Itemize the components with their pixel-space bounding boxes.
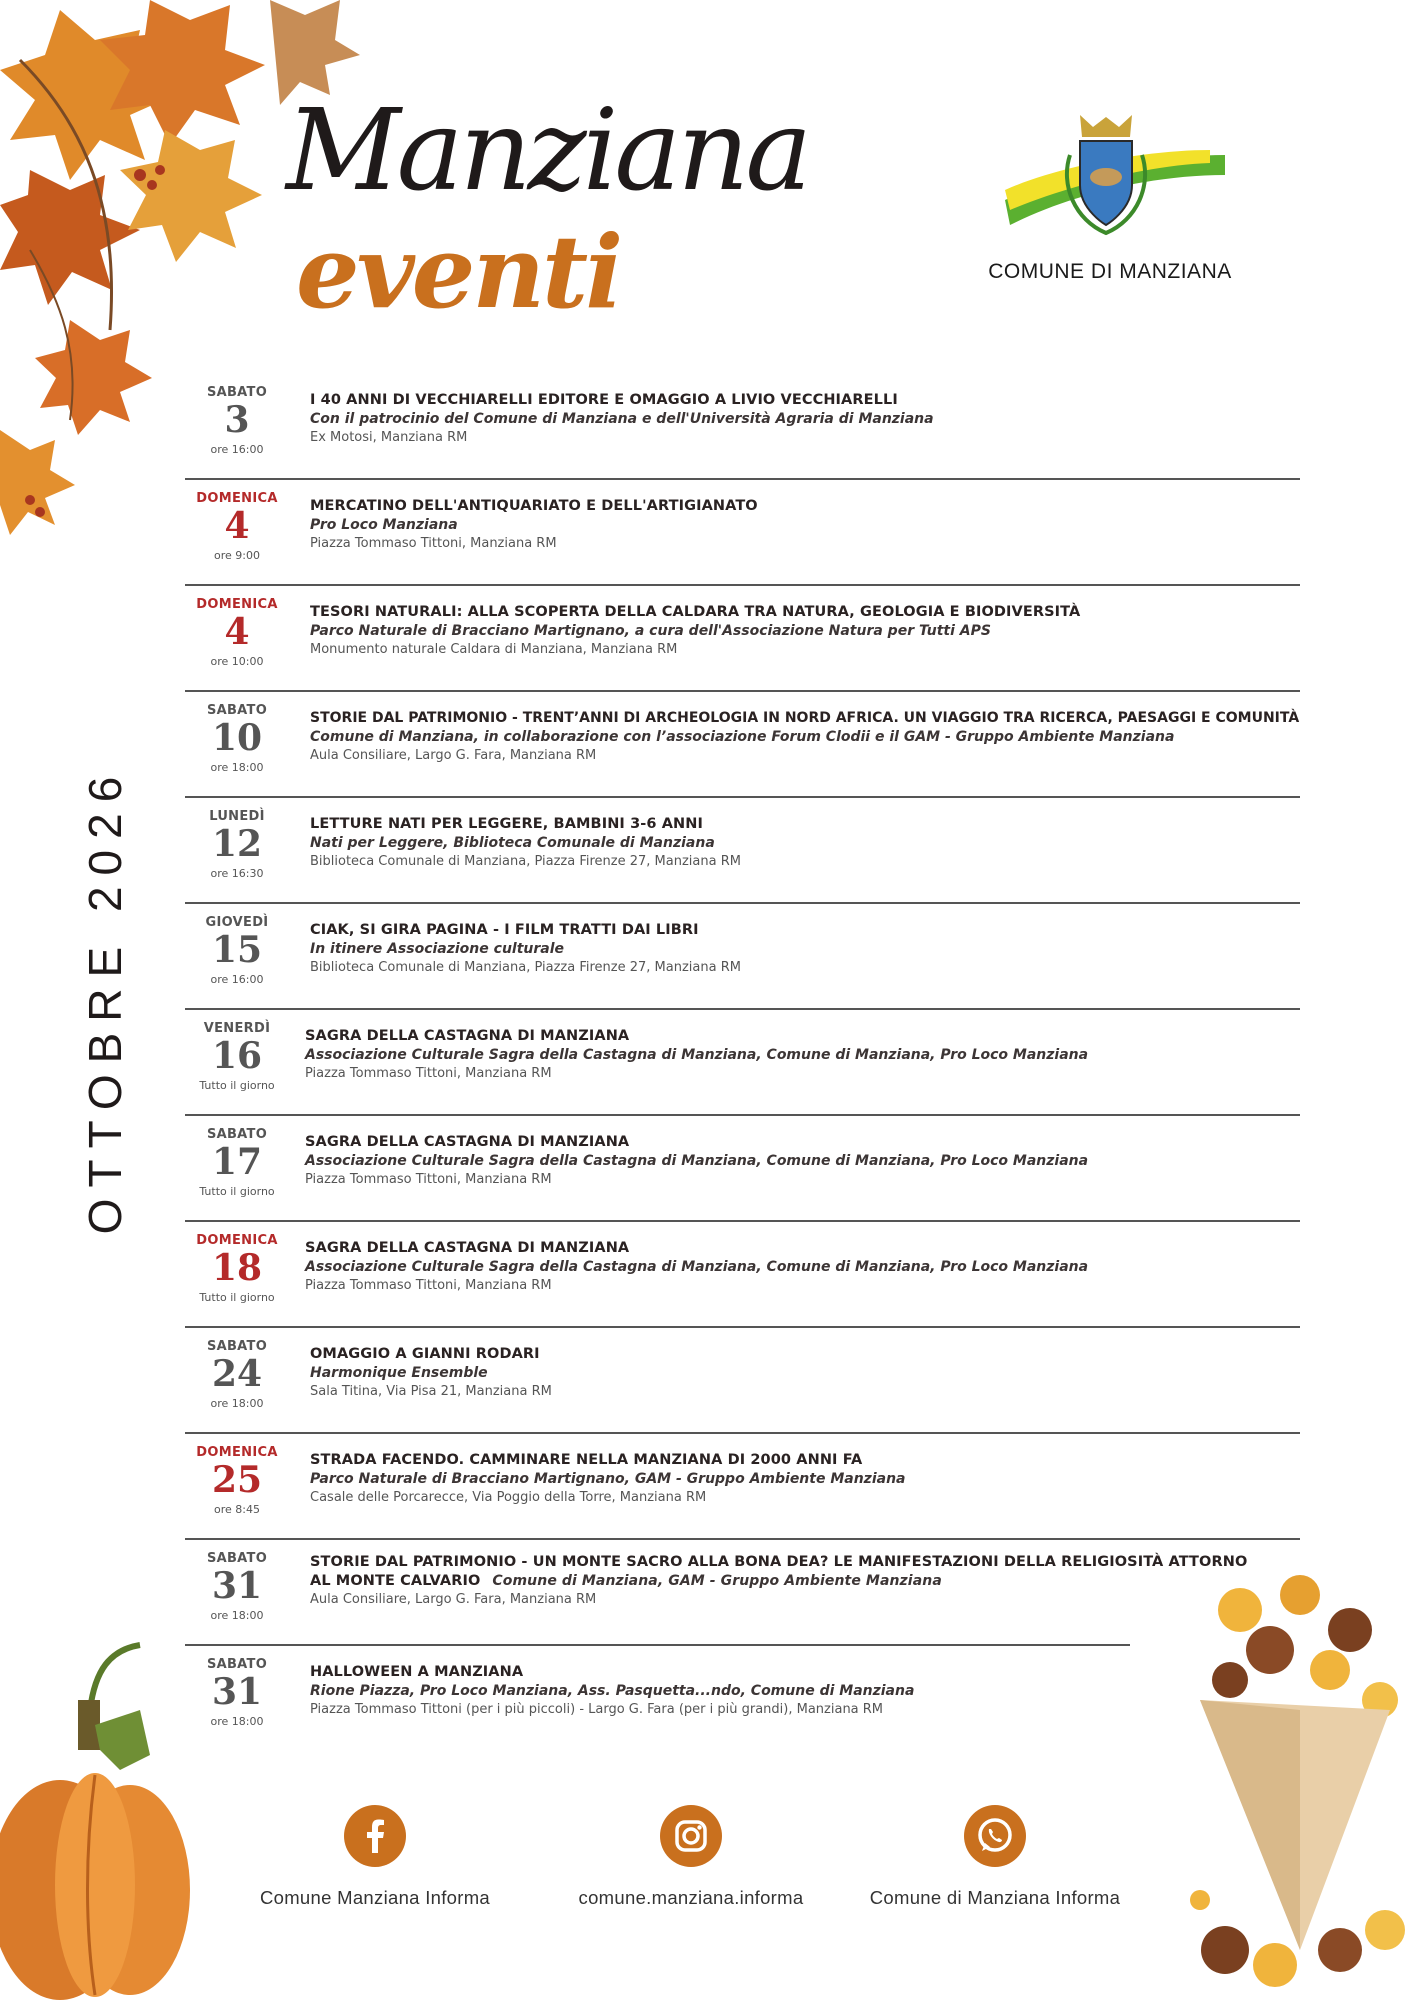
separator — [185, 584, 1300, 586]
event-day: SABATO — [206, 385, 268, 400]
event-place: Monumento naturale Caldara di Manziana, Manziana RM — [310, 642, 678, 657]
event-day: SABATO — [206, 1657, 268, 1672]
event-place: Biblioteca Comunale di Manziana, Piazza Firenze 27, Manziana RM — [310, 854, 741, 869]
event-title: OMAGGIO A GIANNI RODARI — [310, 1346, 540, 1362]
event-row — [185, 587, 1315, 693]
event-day-number: 31 — [211, 1671, 263, 1713]
event-organizer: Comune di Manziana, GAM - Gruppo Ambiente Manziana — [492, 1573, 942, 1589]
facebook-icon[interactable] — [344, 1805, 406, 1867]
event-title: SAGRA DELLA CASTAGNA DI MANZIANA — [305, 1240, 630, 1256]
event-date — [185, 1223, 289, 1304]
event-row — [185, 1541, 1315, 1647]
event-date — [185, 481, 289, 562]
event-date — [185, 1117, 289, 1198]
separator — [185, 902, 1300, 904]
event-title: I 40 ANNI DI VECCHIARELLI EDITORE E OMAGGIO A LIVIO VECCHIARELLI — [310, 392, 898, 408]
event-organizer: Rione Piazza, Pro Loco Manziana, Ass. Pasquetta...ndo, Comune di Manziana — [310, 1683, 915, 1699]
event-info — [310, 391, 1310, 447]
event-day-number: 3 — [224, 399, 250, 441]
event-row — [185, 799, 1315, 905]
event-title: MERCATINO DELL'ANTIQUARIATO E DELL'ARTIGIANATO — [310, 498, 758, 514]
event-day-number: 10 — [211, 717, 263, 759]
event-title: SAGRA DELLA CASTAGNA DI MANZIANA — [305, 1028, 630, 1044]
event-organizer: Associazione Culturale Sagra della Castagna di Manziana, Comune di Manziana, Pro Loco Manziana — [305, 1259, 1089, 1275]
social-facebook[interactable] — [225, 1805, 525, 1909]
page-title-line2: eventi — [296, 213, 621, 331]
event-time: ore 9:00 — [214, 549, 260, 562]
event-time: ore 16:00 — [210, 443, 264, 456]
event-day: DOMENICA — [196, 491, 278, 506]
event-time: ore 16:30 — [210, 867, 264, 880]
event-time: ore 18:00 — [210, 1609, 264, 1622]
separator — [185, 1538, 1300, 1540]
event-row — [185, 1117, 1315, 1223]
separator — [185, 1326, 1300, 1328]
event-title: STRADA FACENDO. CAMMINARE NELLA MANZIANA DI 2000 ANNI FA — [310, 1452, 863, 1468]
separator — [185, 478, 1300, 480]
event-title: STORIE DAL PATRIMONIO - UN MONTE SACRO ALLA BONA DEA? LE MANIFESTAZIONI DELLA RELIGIOSITÀ ATTORNO — [310, 1554, 1248, 1570]
social-whatsapp[interactable] — [845, 1805, 1145, 1909]
event-day-number: 17 — [211, 1141, 263, 1183]
event-place: Aula Consiliare, Largo G. Fara, Manziana RM — [310, 748, 597, 763]
whatsapp-icon[interactable] — [964, 1805, 1026, 1867]
event-title: TESORI NATURALI: ALLA SCOPERTA DELLA CALDARA TRA NATURA, GEOLOGIA E BIODIVERSITÀ — [310, 604, 1081, 620]
event-day-number: 16 — [211, 1035, 263, 1077]
separator — [185, 1220, 1300, 1222]
event-title-continued — [310, 1572, 1310, 1591]
social-instagram[interactable] — [541, 1805, 841, 1909]
event-day: SABATO — [206, 1339, 268, 1354]
event-time: ore 18:00 — [210, 1715, 264, 1728]
event-place: Casale delle Porcarecce, Via Poggio della Torre, Manziana RM — [310, 1490, 707, 1505]
event-time: ore 18:00 — [210, 1397, 264, 1410]
pumpkin-icon — [0, 1630, 200, 2000]
event-day: LUNEDÌ — [209, 809, 265, 824]
event-place: Ex Motosi, Manziana RM — [310, 430, 468, 445]
event-row — [185, 1435, 1315, 1541]
event-time: ore 16:00 — [210, 973, 264, 986]
event-info — [310, 1451, 1310, 1507]
separator — [185, 1644, 1130, 1646]
event-info — [305, 1239, 1305, 1295]
month-label: OTTOBRE 2026 — [79, 765, 131, 1235]
event-date — [185, 587, 289, 668]
event-info — [310, 921, 1310, 977]
event-day-number: 24 — [211, 1353, 263, 1395]
event-place: Piazza Tommaso Tittoni, Manziana RM — [305, 1066, 552, 1081]
page-title-line1: Manziana — [286, 86, 809, 216]
event-place: Aula Consiliare, Largo G. Fara, Manziana RM — [310, 1592, 597, 1607]
event-info — [305, 1133, 1305, 1189]
event-row — [185, 1647, 1315, 1753]
event-day-number: 31 — [211, 1565, 263, 1607]
event-day: SABATO — [206, 1127, 268, 1142]
event-place: Piazza Tommaso Tittoni, Manziana RM — [310, 536, 557, 551]
comune-crest-icon — [1000, 115, 1230, 245]
separator — [185, 1114, 1300, 1116]
event-place: Piazza Tommaso Tittoni (per i più piccoli) - Largo G. Fara (per i più grandi), Manziana RM — [310, 1702, 884, 1717]
event-organizer: Parco Naturale di Bracciano Martignano, GAM - Gruppo Ambiente Manziana — [310, 1471, 906, 1487]
event-day: SABATO — [206, 703, 268, 718]
event-time: Tutto il giorno — [199, 1185, 275, 1198]
event-day: DOMENICA — [196, 597, 278, 612]
event-info — [310, 1345, 1310, 1401]
event-time: ore 10:00 — [210, 655, 264, 668]
separator — [185, 796, 1300, 798]
event-date — [185, 1329, 289, 1410]
comune-label: COMUNE DI MANZIANA — [988, 260, 1232, 283]
event-title: STORIE DAL PATRIMONIO - TRENT’ANNI DI ARCHEOLOGIA IN NORD AFRICA. UN VIAGGIO TRA RICERCA, PAESAGGI E COMUNITÀ — [310, 710, 1300, 726]
event-time: ore 8:45 — [214, 1503, 260, 1516]
event-day: GIOVEDÌ — [205, 915, 269, 930]
event-organizer: Associazione Culturale Sagra della Castagna di Manziana, Comune di Manziana, Pro Loco Manziana — [305, 1047, 1089, 1063]
event-organizer: Nati per Leggere, Biblioteca Comunale di Manziana — [310, 835, 715, 851]
event-place: Sala Titina, Via Pisa 21, Manziana RM — [310, 1384, 552, 1399]
event-title: CIAK, SI GIRA PAGINA - I FILM TRATTI DAI LIBRI — [310, 922, 699, 938]
event-place: Piazza Tommaso Tittoni, Manziana RM — [305, 1278, 552, 1293]
event-date — [185, 1541, 289, 1622]
separator — [185, 1008, 1300, 1010]
event-day: SABATO — [206, 1551, 268, 1566]
event-day: DOMENICA — [196, 1445, 278, 1460]
instagram-icon[interactable] — [660, 1805, 722, 1867]
instagram-label[interactable]: comune.manziana.informa — [578, 1887, 804, 1908]
event-day-number: 25 — [211, 1459, 263, 1501]
event-row — [185, 905, 1315, 1011]
event-row — [185, 375, 1315, 481]
event-place: Piazza Tommaso Tittoni, Manziana RM — [305, 1172, 552, 1187]
event-date — [185, 799, 289, 880]
event-day-number: 12 — [211, 823, 263, 865]
separator — [185, 1432, 1300, 1434]
event-date — [185, 1647, 289, 1728]
event-organizer: Con il patrocinio del Comune di Manziana e dell'Università Agraria di Manziana — [310, 411, 934, 427]
event-organizer: Parco Naturale di Bracciano Martignano, a cura dell'Associazione Natura per Tutti APS — [310, 623, 991, 639]
event-day: DOMENICA — [196, 1233, 278, 1248]
separator — [185, 690, 1300, 692]
event-info — [310, 1553, 1310, 1609]
event-day-number: 4 — [224, 611, 250, 653]
event-title: SAGRA DELLA CASTAGNA DI MANZIANA — [305, 1134, 630, 1150]
event-place: Biblioteca Comunale di Manziana, Piazza Firenze 27, Manziana RM — [310, 960, 741, 975]
event-info — [310, 815, 1310, 871]
event-date — [185, 693, 289, 774]
facebook-label[interactable]: Comune Manziana Informa — [259, 1887, 491, 1908]
event-info — [310, 497, 1310, 553]
event-info — [305, 1027, 1305, 1083]
event-date — [185, 905, 289, 986]
event-organizer: Comune di Manziana, in collaborazione con l’associazione Forum Clodii e il GAM - Gruppo Ambiente Manziana — [310, 729, 1175, 745]
event-time: Tutto il giorno — [199, 1079, 275, 1092]
event-row — [185, 693, 1315, 799]
whatsapp-label[interactable]: Comune di Manziana Informa — [869, 1887, 1121, 1908]
event-info — [310, 603, 1310, 659]
event-info — [310, 1663, 1310, 1719]
event-row — [185, 481, 1315, 587]
event-organizer: In itinere Associazione culturale — [310, 941, 565, 957]
event-title-line2: AL MONTE CALVARIO — [310, 1573, 481, 1589]
event-row — [185, 1329, 1315, 1435]
event-row — [185, 1011, 1315, 1117]
event-day-number: 15 — [211, 929, 263, 971]
event-info — [310, 709, 1340, 765]
event-day-number: 4 — [224, 505, 250, 547]
event-time: ore 18:00 — [210, 761, 264, 774]
event-organizer: Associazione Culturale Sagra della Castagna di Manziana, Comune di Manziana, Pro Loco Manziana — [305, 1153, 1089, 1169]
event-day-number: 18 — [211, 1247, 263, 1289]
event-day: VENERDÌ — [203, 1021, 271, 1036]
event-date — [185, 375, 289, 456]
event-title: HALLOWEEN A MANZIANA — [310, 1664, 524, 1680]
event-row — [185, 1223, 1315, 1329]
event-date — [185, 1011, 289, 1092]
event-date — [185, 1435, 289, 1516]
event-title: LETTURE NATI PER LEGGERE, BAMBINI 3-6 ANNI — [310, 816, 704, 832]
event-organizer: Pro Loco Manziana — [310, 517, 458, 533]
event-organizer: Harmonique Ensemble — [310, 1365, 488, 1381]
event-time: Tutto il giorno — [199, 1291, 275, 1304]
